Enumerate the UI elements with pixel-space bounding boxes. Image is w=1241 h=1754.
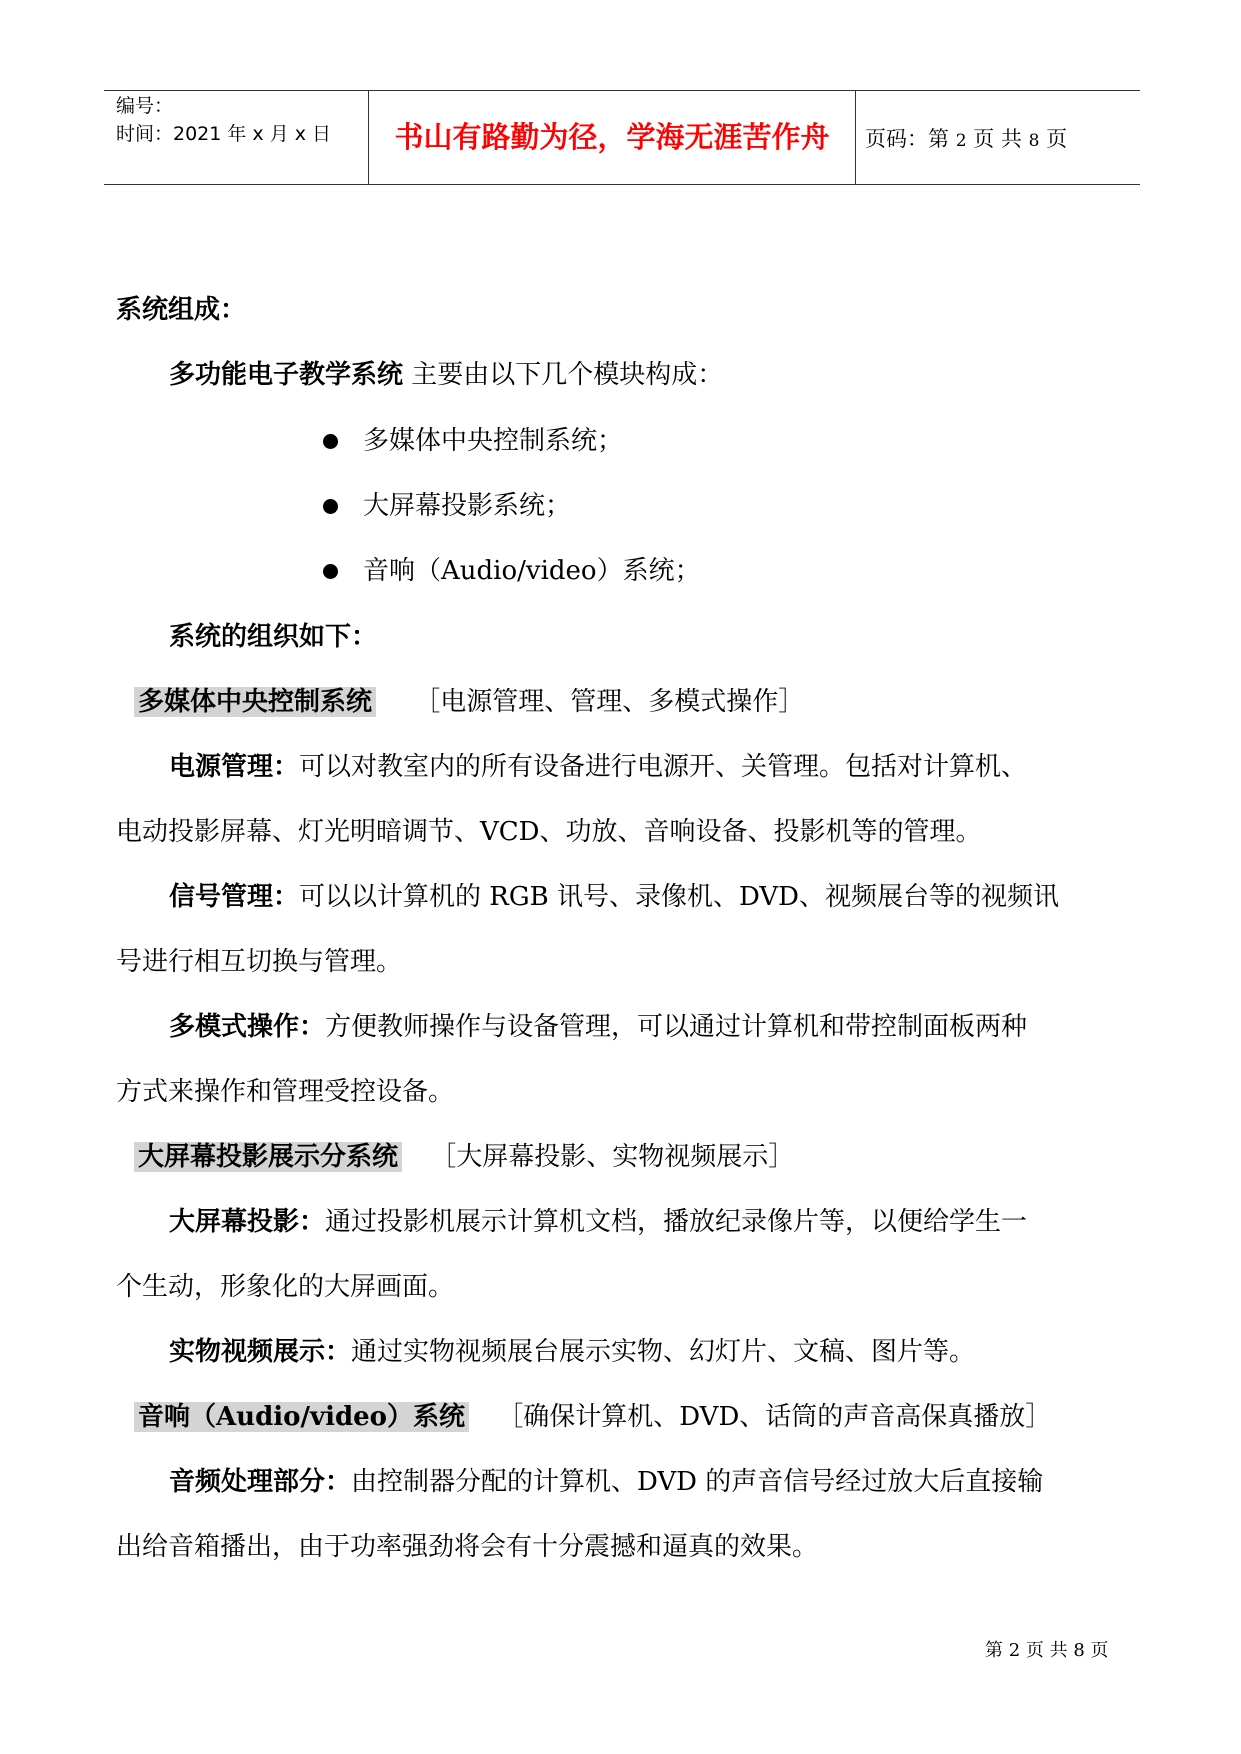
multimode-label: 多模式操作： bbox=[169, 1012, 326, 1042]
page-code-prefix: 页码：第 bbox=[865, 127, 949, 151]
object-display-text: 通过实物视频展台展示实物、幻灯片、文稿、图片等。 bbox=[351, 1337, 976, 1367]
time-label: 时间：2021 年 x 月 x 日 bbox=[116, 123, 332, 145]
audio-processing-line1 bbox=[169, 1465, 1043, 1499]
projection-label: 大屏幕投影： bbox=[169, 1207, 326, 1237]
subsystem-heading-1 bbox=[134, 685, 804, 719]
page-code-num: 2 bbox=[955, 131, 967, 151]
section-title: 系统组成： bbox=[116, 295, 247, 325]
subsystem-heading-3 bbox=[134, 1400, 1051, 1434]
subsystem-note-2: ［大屏幕投影、实物视频展示］ bbox=[430, 1142, 795, 1172]
signal-management-label: 信号管理： bbox=[169, 882, 300, 912]
multimode-line1 bbox=[169, 1010, 1027, 1044]
bullet-item: 大屏幕投影系统； bbox=[363, 491, 572, 521]
subsystem-title-3: 音响（Audio/video）系统 bbox=[134, 1402, 469, 1432]
signal-management-text: 可以以计算机的 RGB 讯号、录像机、DVD、视频展台等的视频讯 bbox=[299, 882, 1060, 912]
bullet-dot-icon bbox=[323, 499, 338, 514]
header-meta-cell bbox=[104, 91, 368, 184]
subsystem-note-1: ［电源管理、管理、多模式操作］ bbox=[414, 687, 805, 717]
signal-management-line2: 号进行相互切换与管理。 bbox=[116, 947, 403, 977]
intro-text: 主要由以下几个模块构成： bbox=[403, 360, 724, 390]
audio-processing-label: 音频处理部分： bbox=[169, 1467, 352, 1497]
subsystem-title-2: 大屏幕投影展示分系统 bbox=[134, 1142, 402, 1172]
motto: 书山有路勤为径，学海无涯苦作舟 bbox=[394, 120, 830, 154]
object-display-label: 实物视频展示： bbox=[169, 1337, 352, 1367]
intro-bold: 多功能电子教学系统 bbox=[169, 360, 404, 390]
bullet-dot-icon bbox=[323, 434, 338, 449]
subsystem-heading-2 bbox=[134, 1140, 794, 1174]
audio-processing-line2: 出给音箱播出，由于功率强劲将会有十分震撼和逼真的效果。 bbox=[116, 1532, 819, 1562]
page-code-suffix: 页 bbox=[1046, 127, 1068, 151]
projection-line2: 个生动，形象化的大屏画面。 bbox=[116, 1272, 455, 1302]
page-code-mid: 页 共 bbox=[973, 127, 1022, 151]
page-code bbox=[865, 123, 1067, 153]
power-management-label: 电源管理： bbox=[169, 752, 300, 782]
bullet-item: 音响（Audio/video）系统； bbox=[363, 556, 701, 586]
signal-management-line1 bbox=[169, 880, 1059, 914]
projection-line1 bbox=[169, 1205, 1027, 1239]
intro-paragraph bbox=[169, 358, 723, 392]
header-motto-cell bbox=[368, 91, 856, 184]
multimode-line2: 方式来操作和管理受控设备。 bbox=[116, 1077, 455, 1107]
header-page-cell bbox=[855, 91, 1140, 184]
power-management-line2: 电动投影屏幕、灯光明暗调节、VCD、功放、音响设备、投影机等的管理。 bbox=[116, 817, 982, 847]
subsystem-note-3: ［确保计算机、DVD、话筒的声音高保真播放］ bbox=[497, 1402, 1052, 1432]
doc-number-label: 编号： bbox=[116, 95, 174, 117]
audio-processing-text: 由控制器分配的计算机、DVD 的声音信号经过放大后直接输 bbox=[351, 1467, 1044, 1497]
bullet-dot-icon bbox=[323, 564, 338, 579]
projection-text: 通过投影机展示计算机文档，播放纪录像片等，以便给学生一 bbox=[325, 1207, 1028, 1237]
multimode-text: 方便教师操作与设备管理，可以通过计算机和带控制面板两种 bbox=[325, 1012, 1028, 1042]
page-code-total: 8 bbox=[1028, 131, 1040, 151]
bullet-item: 多媒体中央控制系统； bbox=[363, 426, 624, 456]
org-title: 系统的组织如下： bbox=[169, 622, 378, 652]
subsystem-title-1: 多媒体中央控制系统 bbox=[134, 687, 376, 717]
page-footer: 第 2 页 共 8 页 bbox=[985, 1640, 1109, 1661]
object-display-line bbox=[169, 1335, 975, 1369]
page-header bbox=[104, 90, 1140, 185]
power-management-line1 bbox=[169, 750, 1027, 784]
power-management-text: 可以对教室内的所有设备进行电源开、关管理。包括对计算机、 bbox=[299, 752, 1028, 782]
